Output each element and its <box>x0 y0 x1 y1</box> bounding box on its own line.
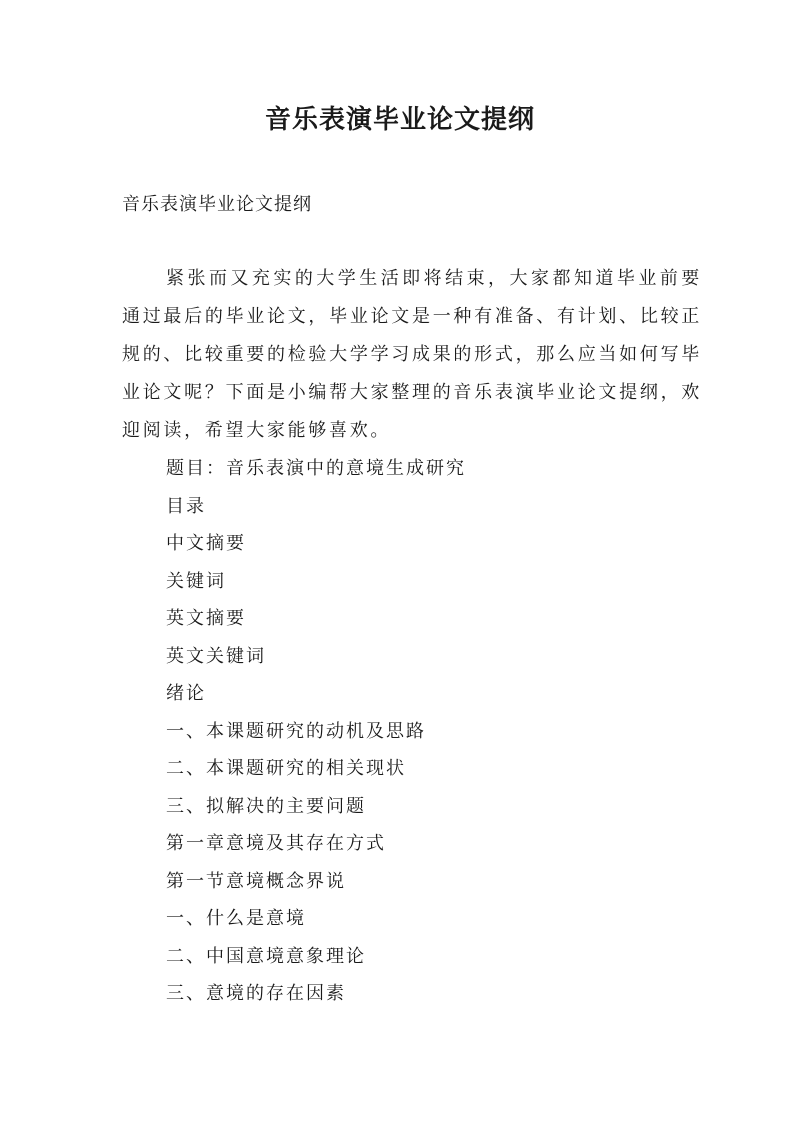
outline-item: 英文关键词 <box>166 645 266 667</box>
outline-item: 二、本课题研究的相关现状 <box>166 758 406 779</box>
outline-item: 绪论 <box>166 683 206 704</box>
outline-item: 一、什么是意境 <box>166 908 306 929</box>
outline-item: 二、中国意境意象理论 <box>166 945 366 967</box>
outline-item: 目录 <box>166 495 206 517</box>
intro-paragraph: 紧张而又充实的大学生活即将结束，大家都知道毕业前要通过最后的毕业论文，毕业论文是一种有准备、有计划、比较正规的、比较重要的检验大学学习成果的形式，那么应当如何写毕业论文呢？下面是小编帮大家整理的音乐表演毕业论文提纲，欢迎阅读，希望大家能够喜欢。 <box>122 268 702 441</box>
outline-item: 三、意境的存在因素 <box>166 983 346 1004</box>
outline-list <box>166 450 466 1013</box>
outline-item: 一、本课题研究的动机及思路 <box>166 720 426 742</box>
outline-item: 题目：音乐表演中的意境生成研究 <box>166 458 466 479</box>
document-subtitle: 音乐表演毕业论文提纲 <box>122 194 312 215</box>
outline-item: 关键词 <box>166 570 226 592</box>
outline-item: 三、拟解决的主要问题 <box>166 795 366 817</box>
outline-item: 第一章意境及其存在方式 <box>166 833 386 854</box>
document-title: 音乐表演毕业论文提纲 <box>264 105 535 135</box>
outline-item: 第一节意境概念界说 <box>166 870 346 892</box>
outline-item: 中文摘要 <box>166 533 246 554</box>
outline-item: 英文摘要 <box>166 608 246 629</box>
